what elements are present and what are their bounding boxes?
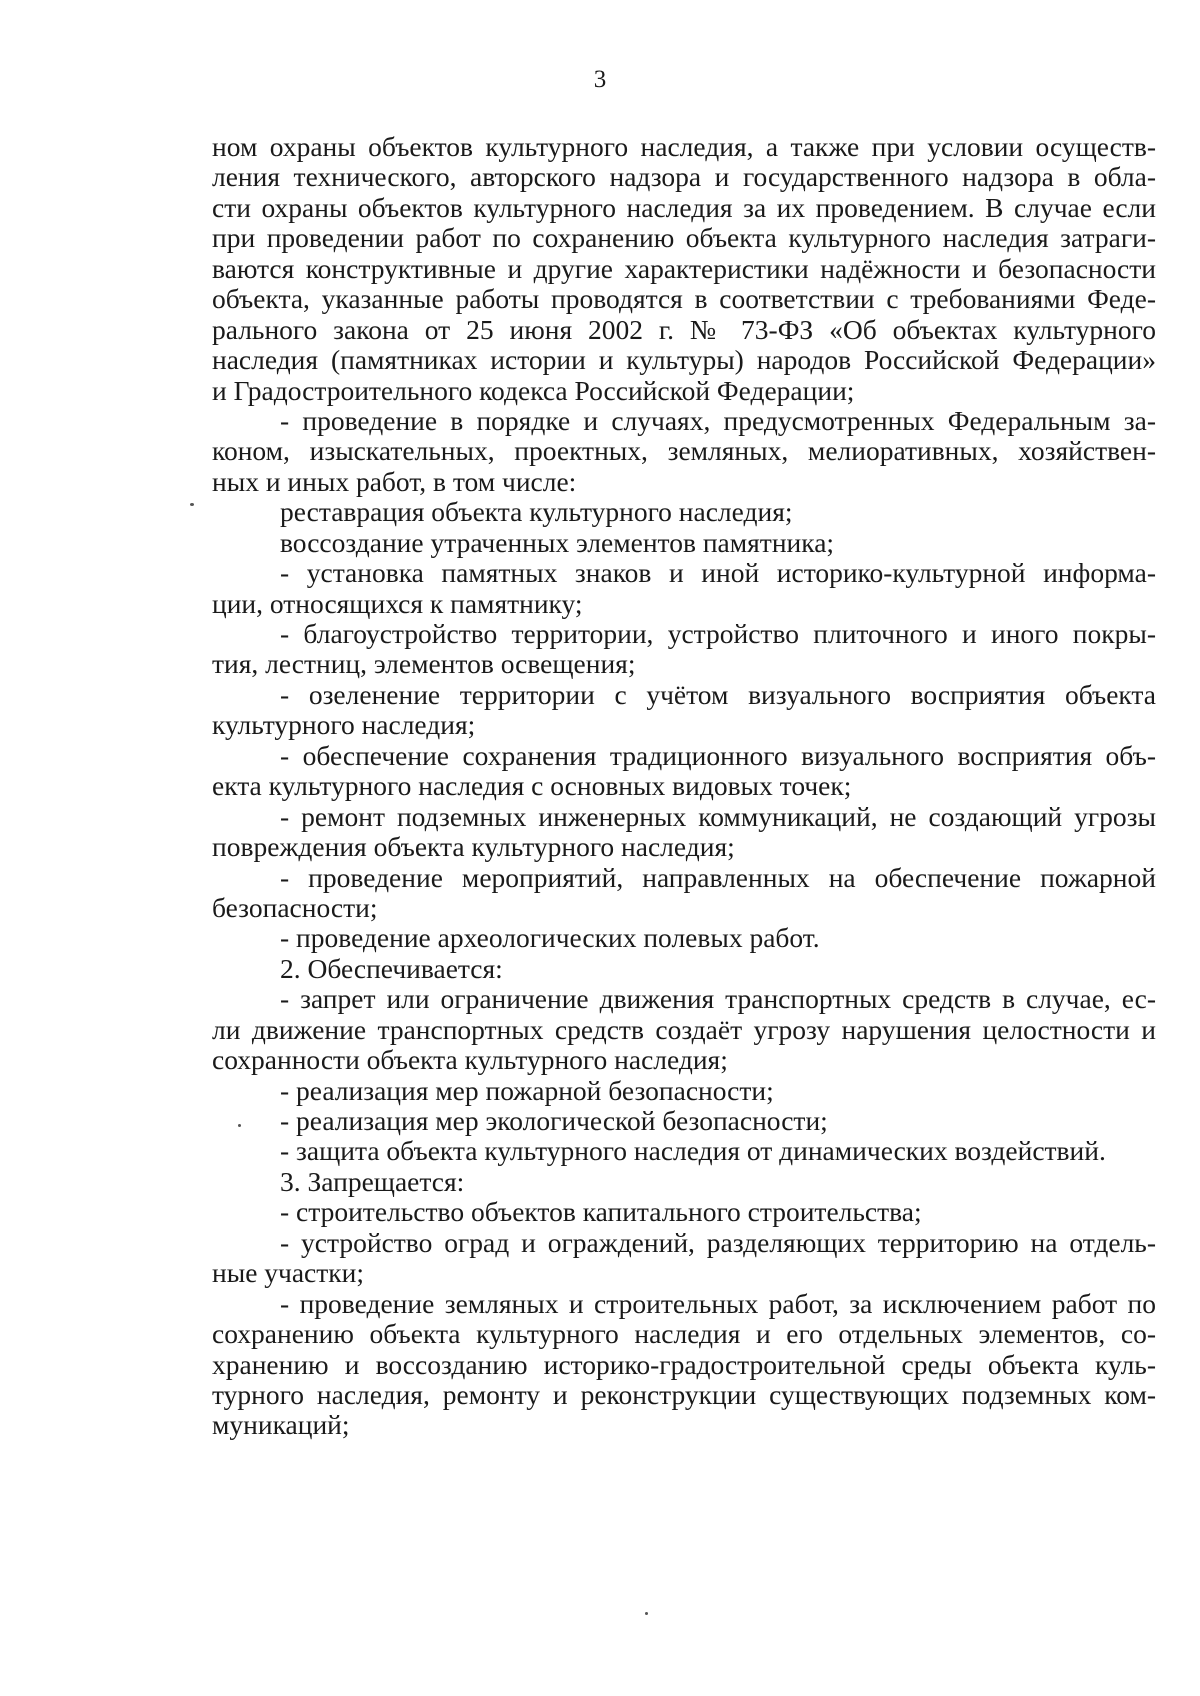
text-line: 3. Запрещается: — [280, 1166, 465, 1197]
text-line: екта культурного наследия с основных видовых точек; — [212, 771, 852, 802]
text-line: - реализация мер пожарной безопасности; — [280, 1075, 774, 1106]
text-line: и Градостроительного кодекса Российской Федерации; — [212, 375, 855, 406]
text-line: безопасности; — [212, 892, 378, 923]
page-number: 3 — [593, 66, 607, 93]
text-line: - строительство объектов капитального строительства; — [280, 1197, 922, 1228]
text-line: реставрация объекта культурного наследия; — [280, 497, 793, 528]
text-line: при проведении работ по сохранению объекта культурного наследия затраги- — [212, 223, 1156, 254]
text-line: - ремонт подземных инженерных коммуникаций, не создающий угрозы — [280, 801, 1156, 832]
text-line: муникаций; — [212, 1410, 350, 1441]
text-line: ных и иных работ, в том числе: — [212, 466, 577, 497]
text-line: 2. Обеспечивается: — [280, 953, 503, 984]
text-line: сти охраны объектов культурного наследия за их проведением. В случае если — [212, 192, 1156, 223]
text-line: - проведение мероприятий, направленных на обеспечение пожарной — [280, 862, 1156, 893]
text-line: - устройство оград и ограждений, разделяющих территорию на отдель- — [280, 1227, 1156, 1258]
text-line: повреждения объекта культурного наследия; — [212, 832, 735, 863]
text-line: турного наследия, ремонту и реконструкции существующих подземных ком- — [212, 1379, 1156, 1410]
text-line: сохранению объекта культурного наследия и его отдельных элементов, со- — [212, 1319, 1156, 1350]
text-line: - проведение в порядке и случаях, предусмотренных Федеральным за- — [280, 405, 1156, 436]
text-line: - запрет или ограничение движения транспортных средств в случае, ес- — [280, 984, 1156, 1015]
text-line: ном охраны объектов культурного наследия, а также при условии осуществ- — [212, 132, 1156, 162]
text-line: ваются конструктивные и другие характеристики надёжности и безопасности — [212, 253, 1156, 284]
text-line: - реализация мер экологической безопасности; — [280, 1106, 828, 1136]
text-line: - проведение археологических полевых работ. — [280, 923, 820, 954]
text-line: хранению и воссозданию историко-градостроительной среды объекта куль- — [212, 1349, 1156, 1380]
text-line: - озеленение территории с учётом визуального восприятия объекта — [280, 679, 1156, 710]
text-line: - установка памятных знаков и иной историко-культурной информа- — [280, 558, 1156, 589]
text-line: ные участки; — [212, 1258, 365, 1289]
document-body — [212, 132, 1156, 1441]
text-line: тия, лестниц, элементов освещения; — [212, 649, 636, 680]
text-line: - проведение земляных и строительных работ, за исключением работ по — [280, 1288, 1156, 1319]
scan-artifact — [238, 1124, 241, 1127]
scan-artifact — [190, 503, 194, 506]
text-line: ления технического, авторского надзора и государственного надзора в обла- — [212, 162, 1156, 193]
text-line: сохранности объекта культурного наследия; — [212, 1045, 728, 1076]
scan-artifact — [645, 1612, 648, 1615]
text-line: наследия (памятниках истории и культуры) народов Российской Федерации» — [212, 345, 1156, 376]
text-line: культурного наследия; — [212, 710, 476, 741]
text-line: - защита объекта культурного наследия от динамических воздействий. — [280, 1136, 1106, 1167]
text-line: коном, изыскательных, проектных, земляных, мелиоративных, хозяйствен- — [212, 436, 1156, 467]
text-line: воссоздание утраченных элементов памятника; — [280, 527, 835, 558]
text-line: - благоустройство территории, устройство плиточного и иного покры- — [280, 619, 1156, 649]
text-line: рального закона от 25 июня 2002 г. № 73-ФЗ «Об объектах культурного — [212, 314, 1156, 345]
text-line: объекта, указанные работы проводятся в соответствии с требованиями Феде- — [212, 284, 1156, 315]
text-line: ли движение транспортных средств создаёт угрозу нарушения целостности и — [212, 1014, 1156, 1045]
text-line: - обеспечение сохранения традиционного визуального восприятия объ- — [280, 740, 1156, 771]
text-line: ции, относящихся к памятнику; — [212, 588, 583, 619]
